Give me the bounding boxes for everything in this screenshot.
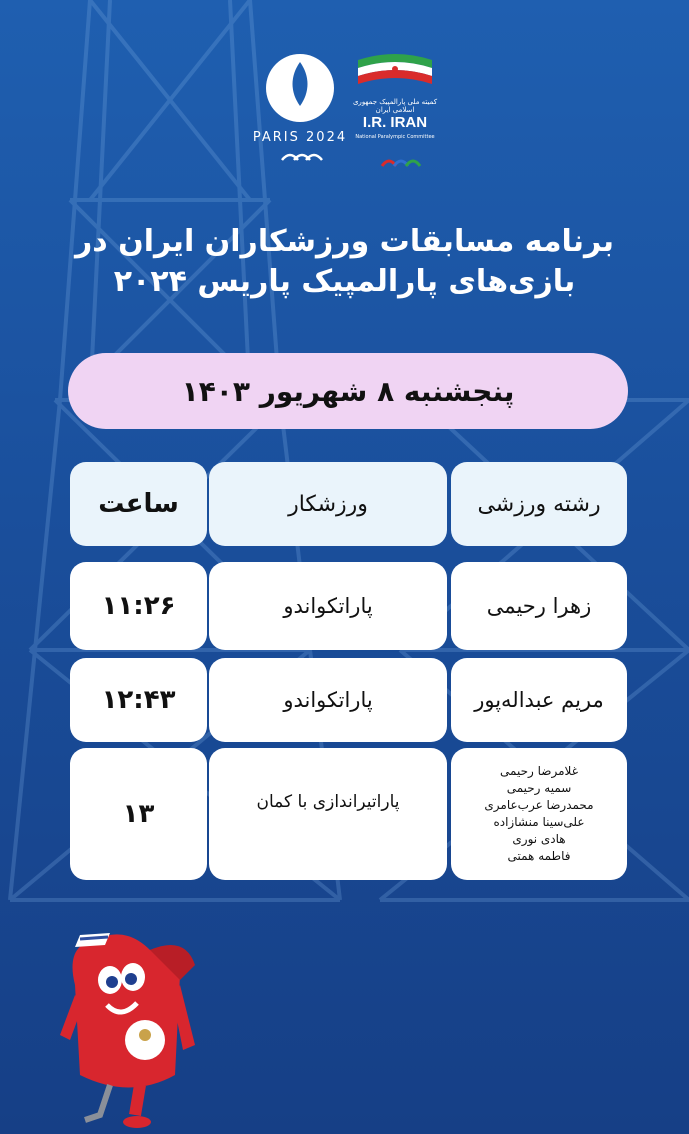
header-athlete: ورزشکار — [209, 462, 447, 546]
page-title — [60, 222, 629, 302]
athlete-name: غلامرضا رحیمی — [500, 764, 578, 778]
table-row-2-sport: پاراتکواندو — [209, 658, 447, 742]
iran-committee-persian: کمیته ملی پارالمپیک جمهوری اسلامی ایران — [352, 98, 438, 114]
table-row-3-sport: پاراتیراندازی با کمان — [209, 748, 447, 880]
iran-committee-english: National Paralympic Committee — [355, 134, 435, 140]
table-row-2-athlete: مریم عبداله‌پور — [451, 658, 627, 742]
table-row-1-sport: پاراتکواندو — [209, 562, 447, 650]
athlete-name: فاطمه همتی — [507, 849, 571, 863]
athlete-name: محمدرضا عرب‌عامری — [484, 798, 594, 812]
title-line-1: برنامه مسابقات ورزشکاران ایران در — [75, 224, 614, 259]
mascot-icon — [55, 925, 205, 1130]
table-row-1-time: ۱۱:۲۶ — [70, 562, 207, 650]
date-banner: پنجشنبه ۸ شهریور ۱۴۰۳ — [68, 353, 628, 429]
paris-logo-text: PARIS 2024 — [252, 130, 348, 145]
athlete-name: علی‌سینا منشازاده — [493, 815, 585, 829]
title-line-2: بازی‌های پارالمپیک پاریس ۲۰۲۴ — [113, 264, 576, 299]
table-row-3-time: ۱۳ — [70, 748, 207, 880]
header-sport: رشته ورزشی — [451, 462, 627, 546]
table-row-2-time: ۱۲:۴۳ — [70, 658, 207, 742]
iran-logo-text: I.R. IRAN — [362, 114, 428, 131]
paris-2024-logo-icon — [250, 48, 350, 188]
table-row-1-athlete: زهرا رحیمی — [451, 562, 627, 650]
athlete-name: هادی نوری — [512, 832, 566, 846]
header-logos — [250, 48, 440, 188]
athlete-name: سمیه رحیمی — [506, 781, 572, 795]
table-row-3-athletes — [451, 748, 627, 880]
header-time: ساعت — [70, 462, 207, 546]
